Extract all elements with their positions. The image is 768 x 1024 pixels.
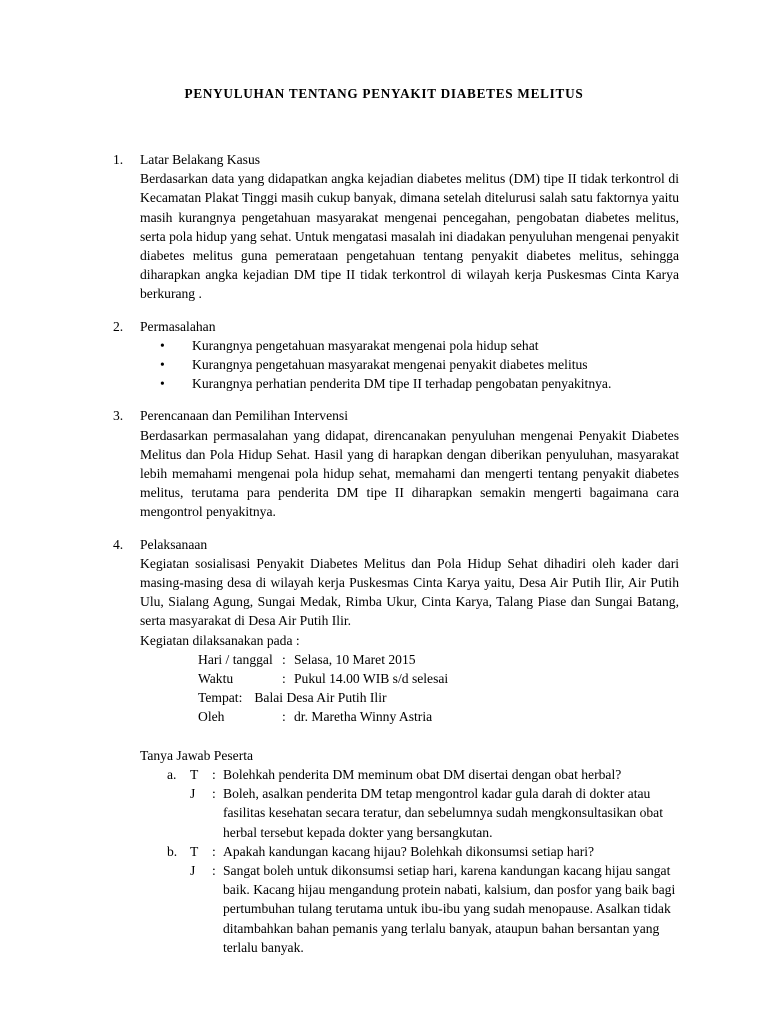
schedule-row-hari-tanggal xyxy=(198,650,679,669)
qa-answer-text: Boleh, asalkan penderita DM tetap mengontrol kadar gula darah di dokter atau fasilitas kesehatan secara teratur, dan sebelumnya sudah mengkonsultasikan obat herbal tersebut kepada dokter yang bersangkutan. xyxy=(223,786,663,840)
qa-answer-tag: J xyxy=(190,786,196,802)
schedule-row-oleh xyxy=(198,707,679,726)
qa-answer-text: Sangat boleh untuk dikonsumsi setiap hari, karena kandungan kacang hijau sangat baik. Kacang hijau mengandung protein nabati, kalsium, dan posfor yang baik bagi pertumbuhan tulang terutama untuk ibu-ibu yang sudah menopause. Asalkan tidak ditambahkan bahan pemanis yang terlalu banyak, ataupun bahan bersantan yang terlalu banyak. xyxy=(223,862,676,955)
page-title: PENYULUHAN TENTANG PENYAKIT DIABETES MELITUS xyxy=(184,86,584,101)
section-latar-belakang-kasus xyxy=(113,150,679,304)
section-paragraph: Berdasarkan data yang didapatkan angka kejadian diabetes melitus (DM) tipe II tidak terkontrol di Kecamatan Plakat Tinggi masih cukup banyak, dimana setelah ditelurusi salah satu faktornya yaitu masih kurangnya pengetahuan masyarakat mengenai pencegahan, pengobatan diabetes melitus, serta pola hidup yang sehat. Untuk mengatasi masalah ini diadakan penyuluhan mengenai penyakit diabetes melitus guna pemerataan pengetahuan tentang penyakit diabetes melitus, sehingga diharapkan angka kejadian DM tipe II tidak terkontrol di wilayah kerja Puskesmas Cinta Karya berkurang . xyxy=(140,171,679,302)
schedule-block xyxy=(198,650,679,727)
qa-item-letter: a. xyxy=(167,766,177,782)
qa-colon: : xyxy=(212,786,216,802)
schedule-separator: : xyxy=(282,651,286,667)
section-heading: Pelaksanaan xyxy=(140,536,208,552)
schedule-separator: : xyxy=(282,671,286,687)
qa-answer-row xyxy=(140,861,679,957)
section-heading: Latar Belakang Kasus xyxy=(140,152,261,167)
qa-question-text: Bolehkah penderita DM meminum obat DM disertai dengan obat herbal? xyxy=(223,766,622,782)
qa-answer-tag: J xyxy=(190,862,196,878)
qa-colon: : xyxy=(212,766,216,782)
qa-question-text: Apakah kandungan kacang hijau? Bolehkah dikonsumsi setiap hari? xyxy=(223,843,595,859)
schedule-label: Oleh xyxy=(198,709,225,725)
qa-question-tag: T xyxy=(190,843,199,859)
section-content xyxy=(140,406,679,521)
section-permasalahan xyxy=(113,317,679,394)
list-item xyxy=(140,336,679,355)
qa-question-tag: T xyxy=(190,766,199,782)
section-number: 2. xyxy=(113,318,124,334)
bullet-icon: • xyxy=(160,357,165,373)
qa-colon: : xyxy=(212,843,216,859)
section-number: 4. xyxy=(113,536,124,552)
section-perencanaan-dan-pemilihan-intervensi xyxy=(113,406,679,521)
section-paragraph: Berdasarkan permasalahan yang didapat, direncanakan penyuluhan mengenai Penyakit Diabetes Melitus dan Pola Hidup Sehat. Hasil yang di harapkan dengan diberikan penyuluhan, masyarakat lebih memahami mengenai pola hidup sehat, memahami dan mengerti tentang penyakit diabetes melitus, terutama para penderita DM tipe II diharapkan semakin mengerti bagaimana cara mengontrol penyakitnya. xyxy=(140,427,679,520)
section-pelaksanaan xyxy=(113,535,679,957)
schedule-row-waktu xyxy=(198,669,679,688)
bullet-icon: • xyxy=(160,337,165,353)
list-item xyxy=(140,374,679,393)
section-number: 3. xyxy=(113,408,124,424)
list-item-label: Kurangnya pengetahuan masyarakat mengenai pola hidup sehat xyxy=(192,337,539,353)
qa-question-row xyxy=(140,842,679,861)
section-content xyxy=(140,150,679,304)
section-content xyxy=(140,317,679,394)
document-body xyxy=(113,150,679,970)
schedule-row-tempat xyxy=(198,688,679,707)
qa-answer-row xyxy=(140,784,679,842)
section-number: 1. xyxy=(113,152,124,167)
schedule-label: Tempat: xyxy=(198,690,243,706)
qa-item-letter: b. xyxy=(167,843,178,859)
schedule-separator: : xyxy=(282,709,286,725)
bullet-icon: • xyxy=(160,376,165,392)
list-item xyxy=(140,355,679,374)
qa-question-row xyxy=(140,765,679,784)
section-content xyxy=(140,535,679,957)
schedule-label: Hari / tanggal xyxy=(198,651,273,667)
permasalahan-bullet-list xyxy=(140,336,679,394)
list-item-label: Kurangnya perhatian penderita DM tipe II terhadap pengobatan penyakitnya. xyxy=(192,376,612,392)
schedule-value: dr. Maretha Winny Astria xyxy=(294,709,433,725)
section-heading: Perencanaan dan Pemilihan Intervensi xyxy=(140,408,348,424)
schedule-intro: Kegiatan dilaksanakan pada : xyxy=(140,632,300,648)
schedule-value: Balai Desa Air Putih Ilir xyxy=(254,690,387,706)
list-item-label: Kurangnya pengetahuan masyarakat mengenai penyakit diabetes melitus xyxy=(192,357,588,373)
qa-item-a xyxy=(140,765,679,842)
qa-item-b xyxy=(140,842,679,957)
schedule-label: Waktu xyxy=(198,671,234,687)
section-paragraph: Kegiatan sosialisasi Penyakit Diabetes Melitus dan Pola Hidup Sehat dihadiri oleh kader dari masing-masing desa di wilayah kerja Puskesmas Cinta Karya yaitu, Desa Air Putih Ilir, Air Putih Ulu, Sialang Agung, Sungai Medak, Rimba Ukur, Cinta Karya, Talang Piase dan Sungai Batang, serta masyarakat di Desa Air Putih Ilir. xyxy=(140,555,679,629)
section-heading: Permasalahan xyxy=(140,318,216,334)
qa-colon: : xyxy=(212,862,216,878)
qa-section-title: Tanya Jawab Peserta xyxy=(140,747,254,763)
schedule-value: Selasa, 10 Maret 2015 xyxy=(294,651,416,667)
schedule-value: Pukul 14.00 WIB s/d selesai xyxy=(294,671,449,687)
